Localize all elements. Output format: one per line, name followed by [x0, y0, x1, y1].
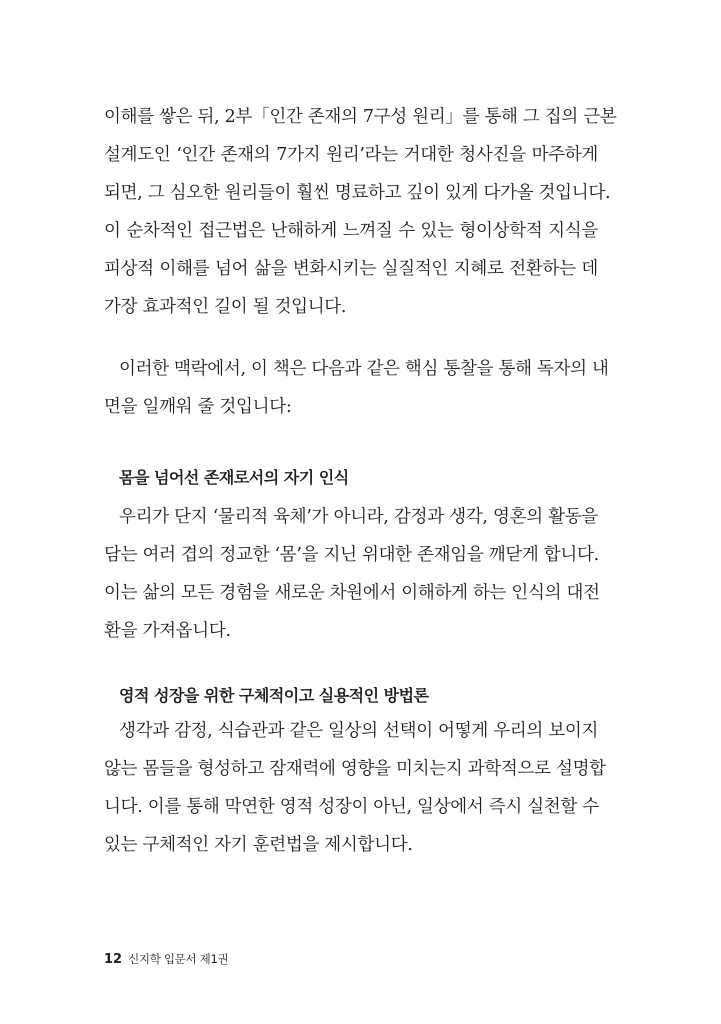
paragraph-line: 면을 일깨워 줄 것입니다: — [104, 397, 292, 417]
paragraph-line: 설계도인 ‘인간 존재의 7가지 원리’라는 거대한 청사진을 마주하게 — [104, 145, 598, 165]
paragraph-line: 피상적 이해를 넘어 삶을 변화시키는 실질적인 지혜로 전환하는 데 — [104, 259, 598, 279]
paragraph-line: 이 순차적인 접근법은 난해하게 느껴질 수 있는 형이상학적 지식을 — [104, 221, 598, 241]
paragraph-line: 이는 삶의 모든 경험을 새로운 차원에서 이해하게 하는 인식의 대전 — [104, 583, 600, 603]
section-heading: 영적 성장을 위한 구체적이고 실용적인 방법론 — [119, 686, 429, 705]
running-title: 신지학 입문서 제1권 — [128, 952, 229, 966]
paragraph-line: 니다. 이를 통해 막연한 영적 성장이 아닌, 일상에서 즉시 실천할 수 — [104, 797, 599, 817]
page-footer — [104, 948, 228, 967]
paragraph-line: 있는 구체적인 자기 훈련법을 제시합니다. — [104, 835, 413, 855]
paragraph-line: 이러한 맥락에서, 이 책은 다음과 같은 핵심 통찰을 통해 독자의 내 — [119, 359, 609, 379]
paragraph-line: 생각과 감정, 식습관과 같은 일상의 선택이 어떻게 우리의 보이지 — [119, 721, 599, 741]
paragraph-line: 가장 효과적인 길이 될 것입니다. — [104, 297, 347, 317]
paragraph-line: 이해를 쌓은 뒤, 2부「인간 존재의 7구성 원리」를 통해 그 집의 근본 — [104, 107, 617, 127]
section-heading: 몸을 넘어선 존재로서의 자기 인식 — [119, 468, 349, 487]
paragraph-line: 않는 몸들을 형성하고 잠재력에 영향을 미치는지 과학적으로 설명합 — [104, 759, 606, 779]
paragraph-line: 우리가 단지 ‘물리적 육체’가 아니라, 감정과 생각, 영혼의 활동을 — [119, 507, 598, 527]
paragraph-line: 담는 여러 겹의 정교한 ‘몸’을 지닌 위대한 존재임을 깨닫게 합니다. — [104, 545, 599, 565]
page-number: 12 — [104, 952, 123, 967]
paragraph-line: 되면, 그 심오한 원리들이 훨씬 명료하고 깊이 있게 다가올 것입니다. — [104, 183, 611, 203]
paragraph-line: 환을 가져옵니다. — [104, 621, 231, 641]
